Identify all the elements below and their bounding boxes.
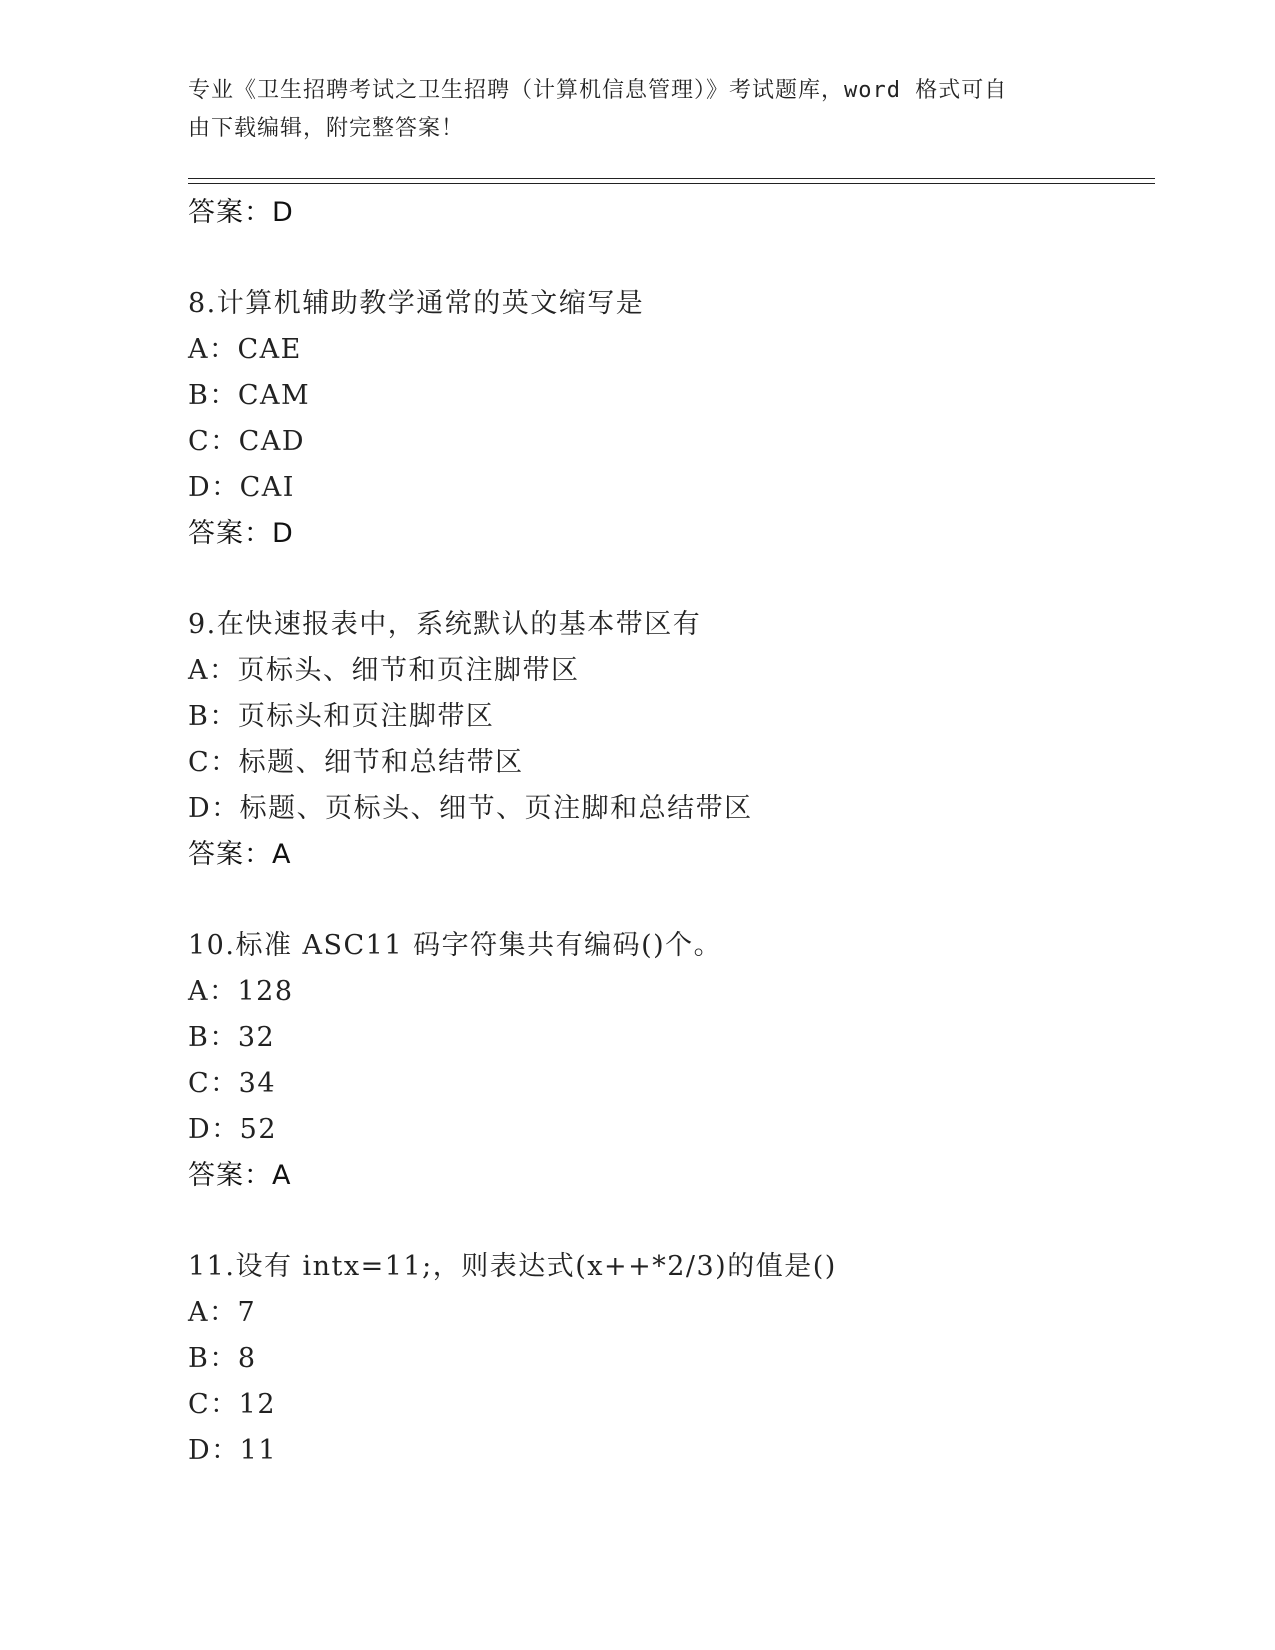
header-line-2: 由下载编辑，附完整答案！ (188, 116, 465, 141)
option-a: A：7 (188, 1297, 257, 1328)
question-11 (188, 1244, 1155, 1474)
question-9 (188, 602, 1155, 878)
option-c: C：12 (188, 1389, 277, 1420)
option-c: C：CAD (188, 426, 305, 457)
answer: 答案：D (188, 518, 294, 549)
option-b: B：页标头和页注脚带区 (188, 701, 495, 732)
option-d: D：52 (188, 1114, 278, 1145)
option-c: C：标题、细节和总结带区 (188, 747, 524, 778)
question-10 (188, 923, 1155, 1199)
answer: 答案：A (188, 1160, 292, 1191)
option-d: D：11 (188, 1435, 278, 1466)
answer: 答案：A (188, 839, 292, 870)
question-title: 9.在快速报表中，系统默认的基本带区有 (188, 609, 702, 640)
question-title: 11.设有 intx=11;，则表达式(x++*2/3)的值是() (188, 1251, 837, 1282)
header-rule-bottom (188, 183, 1155, 184)
option-a: A：128 (188, 976, 294, 1007)
option-d: D：标题、页标头、细节、页注脚和总结带区 (188, 793, 753, 824)
option-b: B：32 (188, 1022, 276, 1053)
option-b: B：CAM (188, 380, 311, 411)
option-a: A：页标头、细节和页注脚带区 (188, 655, 580, 686)
question-title: 8.计算机辅助教学通常的英文缩写是 (188, 288, 645, 319)
option-a: A：CAE (188, 334, 302, 365)
header-line-1: 专业《卫生招聘考试之卫生招聘（计算机信息管理）》考试题库，word 格式可自 (188, 78, 1008, 103)
header-rule-top (188, 178, 1155, 179)
previous-answer: 答案：D (188, 197, 294, 228)
option-c: C：34 (188, 1068, 277, 1099)
document-header (188, 72, 1068, 148)
question-8 (188, 281, 1155, 557)
question-title: 10.标准 ASC11 码字符集共有编码()个。 (188, 930, 723, 961)
question-list (188, 190, 1155, 1474)
option-d: D：CAI (188, 472, 295, 503)
option-b: B：8 (188, 1343, 257, 1374)
